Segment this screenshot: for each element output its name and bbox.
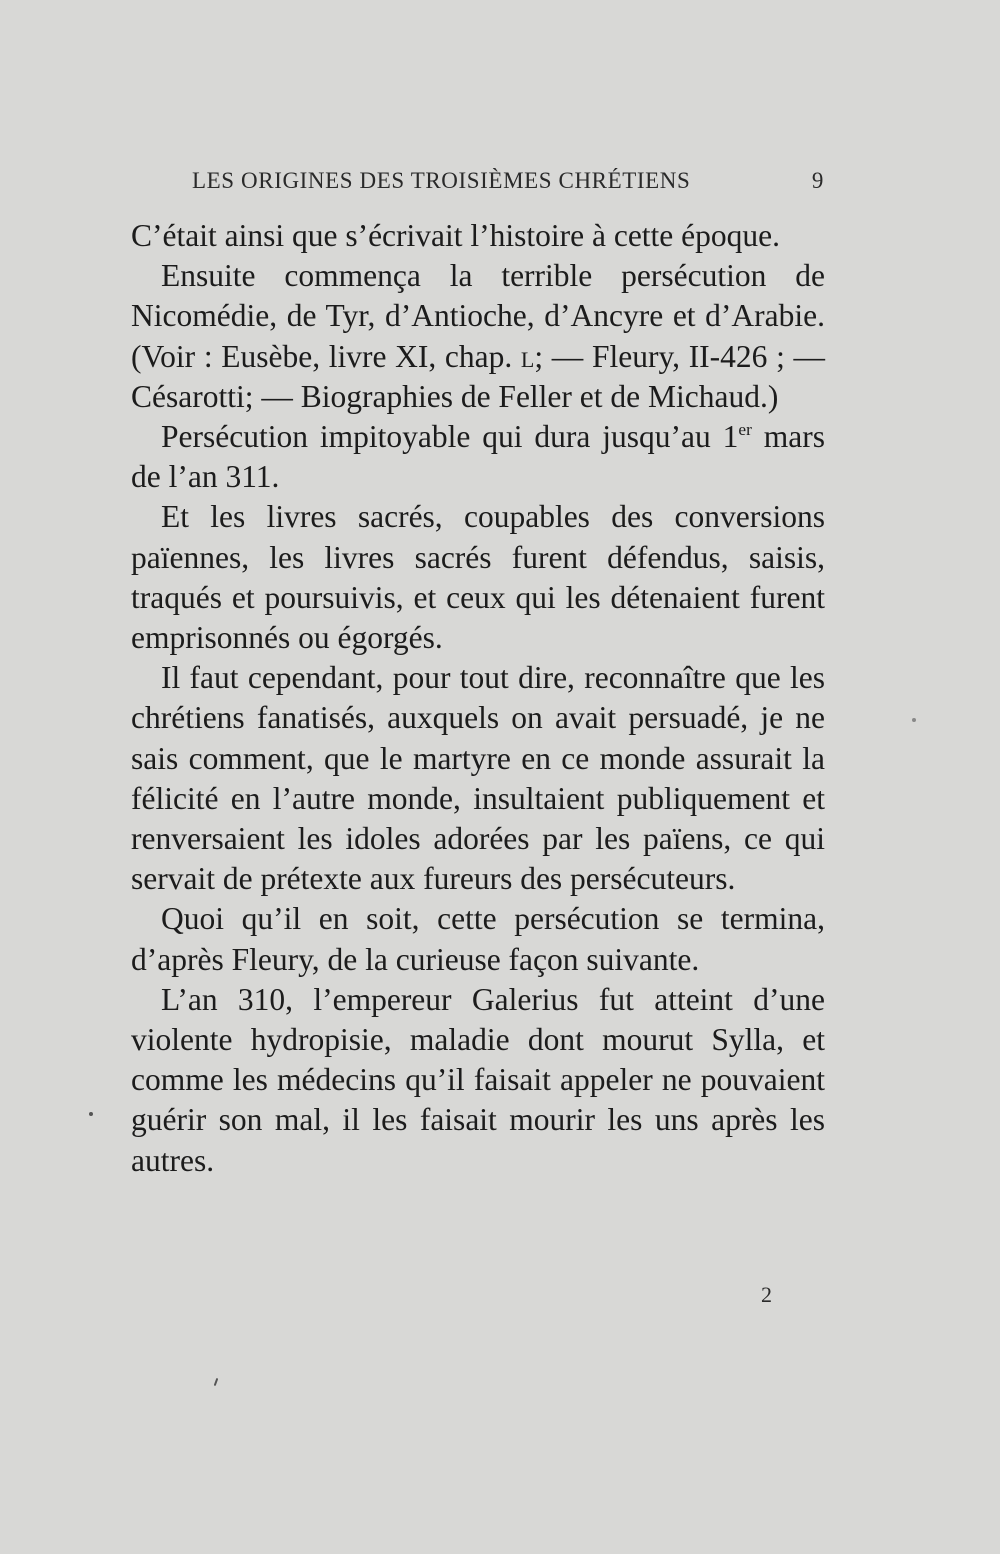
- paper-speck: [912, 718, 916, 722]
- paragraph: [131, 216, 825, 256]
- paragraph-text: C’était ainsi que s’écrivait l’histoire à cette époque.: [131, 218, 780, 253]
- paragraph: [131, 980, 825, 1181]
- paragraph-text: Ensuite commença la terrible persécution de Nicomédie, de Tyr, d’Antioche, d’Ancyre et d’Arabie. (Voir : Eusèbe, livre XI, chap.: [131, 258, 825, 374]
- paper-speck: [89, 1112, 93, 1116]
- paragraph-text: mars de l’an 311.: [131, 419, 826, 495]
- running-title: LES ORIGINES DES TROISIÈMES CHRÉTIENS: [192, 168, 691, 193]
- page-number: 9: [811, 168, 824, 193]
- paragraph-text: Quoi qu’il en soit, cette persécution se termina, d’après Fleury, de la curieuse façon suivante.: [131, 901, 825, 977]
- paragraph: [131, 417, 825, 497]
- paper-speck: [214, 1378, 219, 1386]
- paragraph: [131, 497, 825, 658]
- body-text: [131, 216, 825, 1181]
- running-header: [192, 168, 824, 198]
- paragraph-text: Et les livres sacrés, coupables des conversions païennes, les livres sacrés furent défendus, saisis, traqués et poursuivis, et ceux qui les détenaient furent emprisonnés ou égorgés.: [131, 499, 825, 656]
- signature-mark: 2: [761, 1282, 772, 1307]
- paragraph: [131, 899, 825, 979]
- paragraph-text: ; — Fleury, II-426 ; — Césarotti; — Biographies de Feller et de Michaud.): [131, 338, 825, 414]
- paragraph-text: l: [520, 338, 535, 374]
- paragraph-text: L’an 310, l’empereur Galerius fut atteint d’une violente hydropisie, maladie dont mourut Sylla, et comme les médecins qu’il faisait appeler ne pouvaient guérir son mal, il les faisait mourir les uns après les autres.: [131, 981, 825, 1178]
- paragraph-text: Persécution impitoyable qui dura jusqu’au 1: [161, 419, 739, 455]
- paragraph: [131, 256, 825, 417]
- paragraph-text: Il faut cependant, pour tout dire, reconnaître que les chrétiens fanatisés, auxquels on avait persuadé, je ne sais comment, que le martyre en ce monde assurait la félicité en l’autre monde, insultaient publiquement et renversaient les idoles adorées par les païens, ce qui servait de prétexte aux fureurs des persécuteurs.: [131, 660, 825, 897]
- paragraph-text: er: [738, 419, 752, 439]
- paragraph: [131, 658, 825, 899]
